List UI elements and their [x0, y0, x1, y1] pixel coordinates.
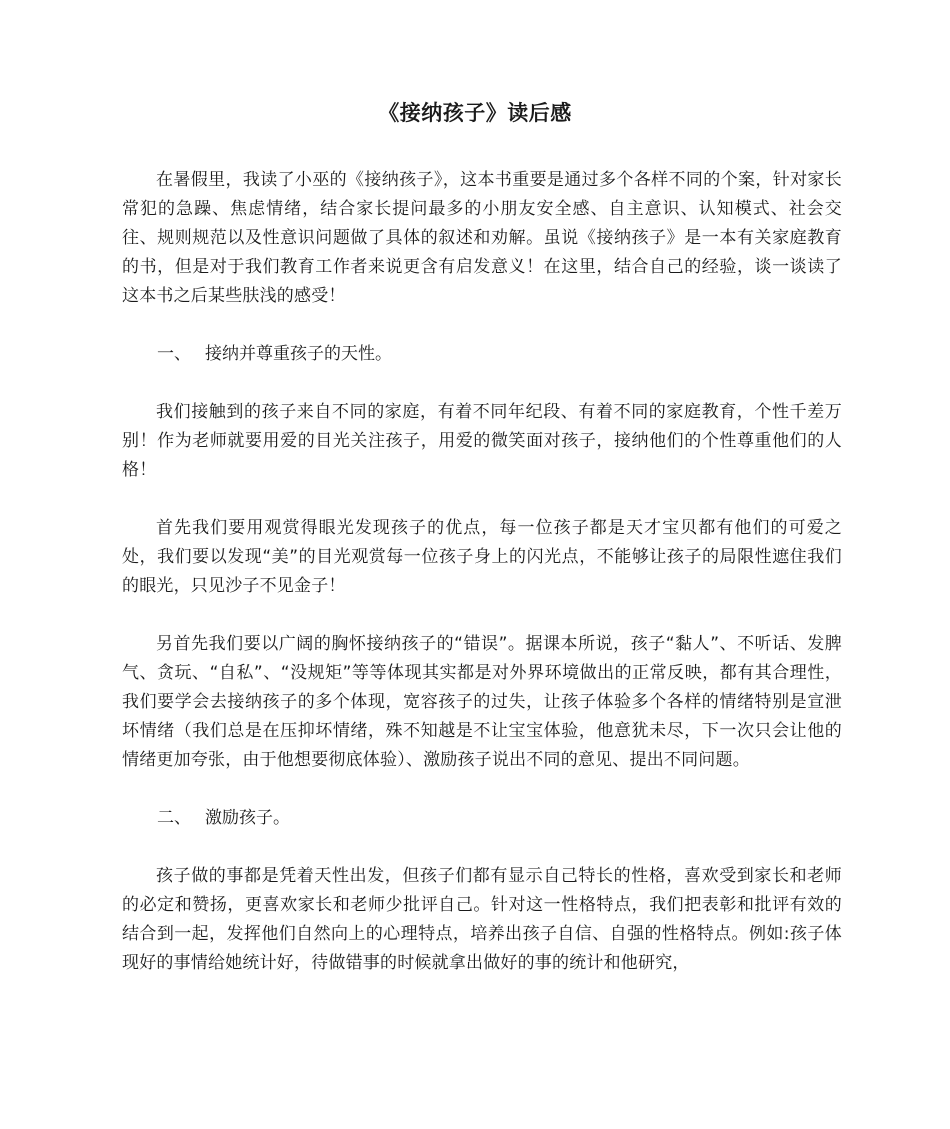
- section-heading-1: [122, 340, 842, 369]
- section-heading-text: 接纳并尊重孩子的天性。: [205, 344, 392, 364]
- paragraph: 我们接触到的孩子来自不同的家庭，有着不同年纪段、有着不同的家庭教育，个性千差万别！作为老师就要用爱的目光关注孩子，用爱的微笑面对孩子，接纳他们的个性尊重他们的人格！: [122, 402, 842, 480]
- paragraph: 孩子做的事都是凭着天性出发，但孩子们都有显示自己特长的性格，喜欢受到家长和老师的必定和赞扬，更喜欢家长和老师少批评自己。针对这一性格特点，我们把表彰和批评有效的结合到一起，发挥他们自然向上的心理特点，培养出孩子自信、自强的性格特点。例如:孩子体现好的事情给她统计好，待做错事的时候就拿出做好的事的统计和他研究，: [122, 866, 842, 973]
- section-heading-text: 激励孩子。: [205, 808, 290, 828]
- document-title: 《接纳孩子》读后感: [378, 101, 572, 125]
- paragraph: 另首先我们要以广阔的胸怀接纳孩子的“错误”。据课本所说，孩子“黏人”、不听话、发脾气、贪玩、“自私”、“没规矩”等等体现其实都是对外界环境做出的正常反映，都有其合理性，我们要学会去接纳孩子的多个体现，宽容孩子的过失，让孩子体验多个各样的情绪特别是宣泄坏情绪（我们总是在压抑坏情绪，殊不知越是不让宝宝体验，他意犹未尽，下一次只会让他的情绪更加夸张，由于他想要彻底体验）、激励孩子说出不同的意见、提出不同问题。: [122, 634, 842, 770]
- section-number: 一、: [157, 344, 191, 364]
- paragraph-intro: 在暑假里，我读了小巫的《接纳孩子》，这本书重要是通过多个各样不同的个案，针对家长常犯的急躁、焦虑情绪，结合家长提问最多的小朋友安全感、自主意识、认知模式、社会交往、规则规范以及性意识问题做了具体的叙述和劝解。虽说《接纳孩子》是一本有关家庭教育的书，但是对于我们教育工作者来说更含有启发意义！在这里，结合自己的经验，谈一谈读了这本书之后某些肤浅的感受！: [122, 170, 842, 306]
- section-heading-2: [122, 804, 842, 833]
- document-body: [122, 166, 842, 1007]
- paragraph: 首先我们要用观赏得眼光发现孩子的优点，每一位孩子都是天才宝贝都有他们的可爱之处，我们要以发现“美”的目光观赏每一位孩子身上的闪光点，不能够让孩子的局限性遮住我们的眼光，只见沙子不见金子！: [122, 518, 842, 596]
- section-number: 二、: [157, 808, 191, 828]
